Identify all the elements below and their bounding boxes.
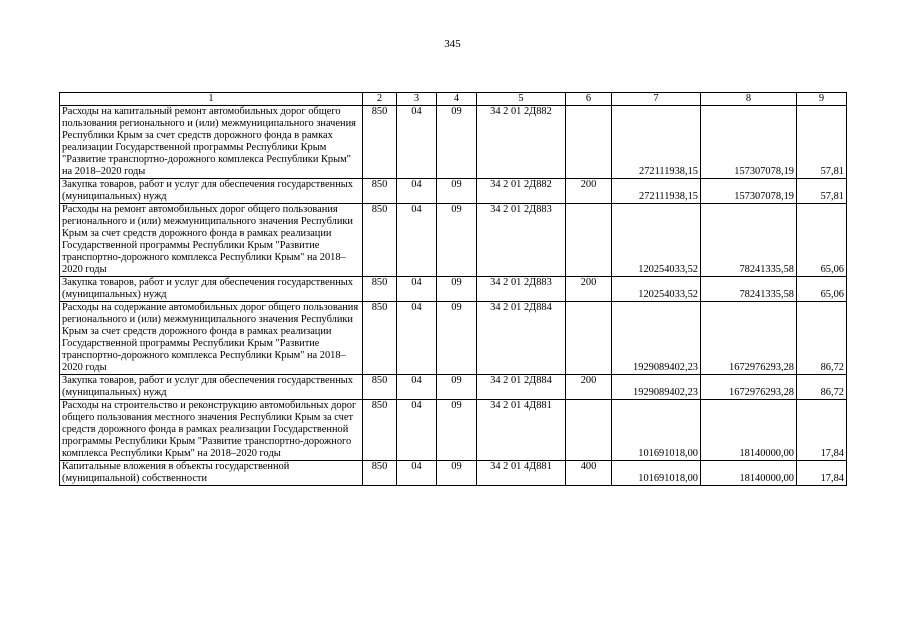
- section-code: 04: [397, 277, 437, 302]
- subsection-code: 09: [437, 179, 477, 204]
- table-row: [60, 461, 847, 486]
- execution-percent: 57,81: [797, 106, 847, 179]
- execution-percent: 17,84: [797, 461, 847, 486]
- execution-percent: 86,72: [797, 302, 847, 375]
- table-row: [60, 179, 847, 204]
- ministry-code: 850: [363, 179, 397, 204]
- section-code: 04: [397, 375, 437, 400]
- column-header: 6: [566, 93, 612, 106]
- table-row: [60, 106, 847, 179]
- expense-type-code: 200: [566, 179, 612, 204]
- executed-amount: 157307078,19: [701, 106, 797, 179]
- ministry-code: 850: [363, 375, 397, 400]
- target-article-code: 34 2 01 4Д881: [477, 461, 566, 486]
- executed-amount: 78241335,58: [701, 204, 797, 277]
- column-header: 2: [363, 93, 397, 106]
- ministry-code: 850: [363, 302, 397, 375]
- expense-description: Закупка товаров, работ и услуг для обеспечения государственных (муниципальных) нужд: [60, 375, 363, 400]
- table-row: [60, 204, 847, 277]
- executed-amount: 18140000,00: [701, 461, 797, 486]
- subsection-code: 09: [437, 277, 477, 302]
- approved-amount: 101691018,00: [612, 461, 701, 486]
- approved-amount: 101691018,00: [612, 400, 701, 461]
- target-article-code: 34 2 01 2Д883: [477, 277, 566, 302]
- target-article-code: 34 2 01 2Д882: [477, 179, 566, 204]
- approved-amount: 1929089402,23: [612, 302, 701, 375]
- expense-description: Закупка товаров, работ и услуг для обеспечения государственных (муниципальных) нужд: [60, 277, 363, 302]
- column-header: 9: [797, 93, 847, 106]
- subsection-code: 09: [437, 375, 477, 400]
- expense-type-code: [566, 400, 612, 461]
- approved-amount: 120254033,52: [612, 277, 701, 302]
- expense-description: Расходы на ремонт автомобильных дорог общего пользования регионального и (или) межмуниципального значения Республики Крым за счет средств дорожного фонда в рамках реализации Государственной программы Республики Крым "Развитие транспортно-дорожного комплекса Республики Крым" на 2018–2020 годы: [60, 204, 363, 277]
- column-header: 3: [397, 93, 437, 106]
- target-article-code: 34 2 01 4Д881: [477, 400, 566, 461]
- section-code: 04: [397, 106, 437, 179]
- executed-amount: 157307078,19: [701, 179, 797, 204]
- approved-amount: 272111938,15: [612, 106, 701, 179]
- target-article-code: 34 2 01 2Д882: [477, 106, 566, 179]
- target-article-code: 34 2 01 2Д884: [477, 375, 566, 400]
- expense-description: Капитальные вложения в объекты государственной (муниципальной) собственности: [60, 461, 363, 486]
- expense-type-code: [566, 302, 612, 375]
- budget-table: [59, 92, 847, 486]
- table-row: [60, 375, 847, 400]
- section-code: 04: [397, 179, 437, 204]
- section-code: 04: [397, 400, 437, 461]
- page-number: 345: [444, 38, 461, 50]
- expense-type-code: [566, 204, 612, 277]
- ministry-code: 850: [363, 204, 397, 277]
- section-code: 04: [397, 302, 437, 375]
- ministry-code: 850: [363, 400, 397, 461]
- expense-type-code: 400: [566, 461, 612, 486]
- expense-type-code: 200: [566, 277, 612, 302]
- execution-percent: 65,06: [797, 277, 847, 302]
- section-code: 04: [397, 461, 437, 486]
- table-row: [60, 400, 847, 461]
- expense-type-code: [566, 106, 612, 179]
- table-row: [60, 277, 847, 302]
- subsection-code: 09: [437, 204, 477, 277]
- subsection-code: 09: [437, 302, 477, 375]
- ministry-code: 850: [363, 277, 397, 302]
- section-code: 04: [397, 204, 437, 277]
- target-article-code: 34 2 01 2Д884: [477, 302, 566, 375]
- approved-amount: 120254033,52: [612, 204, 701, 277]
- column-header: 7: [612, 93, 701, 106]
- ministry-code: 850: [363, 106, 397, 179]
- header-row: [60, 93, 847, 106]
- target-article-code: 34 2 01 2Д883: [477, 204, 566, 277]
- subsection-code: 09: [437, 461, 477, 486]
- expense-description: Закупка товаров, работ и услуг для обеспечения государственных (муниципальных) нужд: [60, 179, 363, 204]
- column-header: 5: [477, 93, 566, 106]
- expense-description: Расходы на содержание автомобильных дорог общего пользования регионального и (или) межмуниципального значения Республики Крым за счет средств дорожного фонда в рамках реализации Государственной программы Республики Крым "Развитие транспортно-дорожного комплекса Республики Крым" на 2018–2020 годы: [60, 302, 363, 375]
- approved-amount: 272111938,15: [612, 179, 701, 204]
- expense-description: Расходы на капитальный ремонт автомобильных дорог общего пользования регионального и (или) межмуниципального значения Республики Крым за счет средств дорожного фонда в рамках реализации Государственной программы Республики Крым "Развитие транспортно-дорожного комплекса Республики Крым" на 2018–2020 годы: [60, 106, 363, 179]
- execution-percent: 17,84: [797, 400, 847, 461]
- expense-description: Расходы на строительство и реконструкцию автомобильных дорог общего пользования местного значения Республики Крым за счет средств дорожного фонда в рамках реализации Государственной программы Республики Крым "Развитие транспортно-дорожного комплекса Республики Крым" на 2018–2020 годы: [60, 400, 363, 461]
- ministry-code: 850: [363, 461, 397, 486]
- column-header: 4: [437, 93, 477, 106]
- executed-amount: 1672976293,28: [701, 302, 797, 375]
- table-row: [60, 302, 847, 375]
- approved-amount: 1929089402,23: [612, 375, 701, 400]
- expense-type-code: 200: [566, 375, 612, 400]
- subsection-code: 09: [437, 400, 477, 461]
- executed-amount: 78241335,58: [701, 277, 797, 302]
- executed-amount: 1672976293,28: [701, 375, 797, 400]
- executed-amount: 18140000,00: [701, 400, 797, 461]
- column-header: 8: [701, 93, 797, 106]
- column-header: 1: [60, 93, 363, 106]
- execution-percent: 86,72: [797, 375, 847, 400]
- subsection-code: 09: [437, 106, 477, 179]
- execution-percent: 57,81: [797, 179, 847, 204]
- execution-percent: 65,06: [797, 204, 847, 277]
